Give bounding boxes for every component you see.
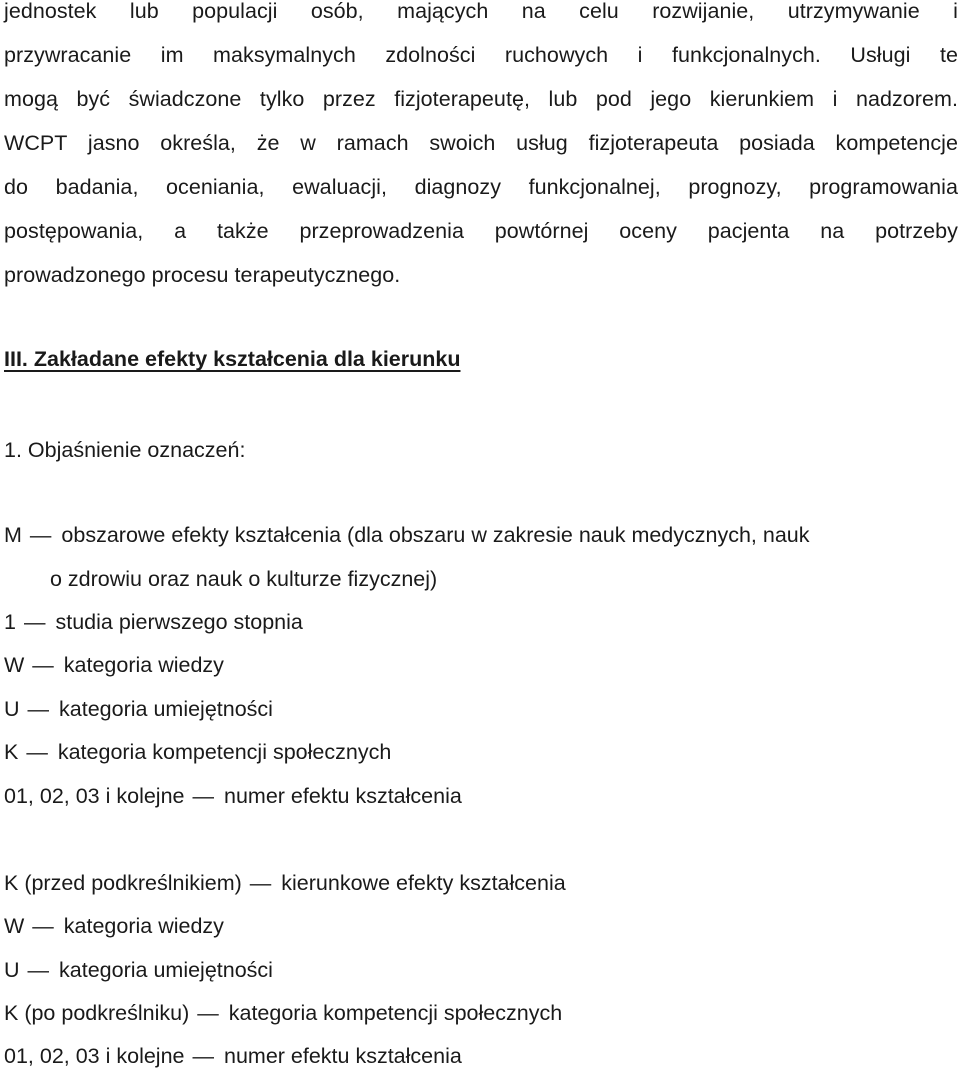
legend-dash: — — [27, 697, 50, 721]
legend-dash: — — [23, 610, 46, 634]
legend-item-m-continuation: o zdrowiu oraz nauk o kulturze fizycznej) — [50, 567, 438, 591]
legend-code: U — [4, 697, 20, 721]
legend-dash: — — [27, 958, 50, 982]
legend-code: M — [4, 523, 22, 547]
legend-dash: — — [249, 871, 272, 895]
legend-code: K (po podkreślniku) — [4, 1001, 190, 1025]
legend-dash: — — [32, 653, 54, 677]
legend-item-m — [4, 522, 810, 548]
legend-code: K — [4, 740, 19, 764]
legend-item — [4, 1000, 562, 1026]
legend-code: U — [4, 958, 20, 982]
legend-text: kategoria umiejętności — [59, 958, 273, 982]
paragraph-line: jednostek lub populacji osób, mających na celu rozwijanie, utrzymywanie i — [4, 0, 958, 23]
legend-dash: — — [192, 784, 214, 808]
legend-code: W — [4, 653, 25, 677]
legend-item — [4, 696, 273, 722]
legend-text: obszarowe efekty kształcenia (dla obszaru w zakresie nauk medycznych, nauk — [61, 523, 810, 547]
paragraph-line: prowadzonego procesu terapeutycznego. — [4, 263, 401, 287]
legend-item — [4, 957, 273, 983]
legend-item — [4, 870, 566, 896]
legend-dash: — — [29, 523, 52, 547]
legend-text: kierunkowe efekty kształcenia — [281, 871, 566, 895]
paragraph-line: postępowania, a także przeprowadzenia powtórnej oceny pacjenta na potrzeby — [4, 219, 958, 243]
legend-item — [4, 609, 303, 635]
legend-code: 1 — [4, 610, 16, 634]
legend-text: numer efektu kształcenia — [224, 784, 462, 808]
legend-code: W — [4, 914, 25, 938]
section-subheading: 1. Objaśnienie oznaczeń: — [4, 438, 246, 462]
legend-dash: — — [32, 914, 54, 938]
legend-item — [4, 739, 391, 765]
paragraph-line: WCPT jasno określa, że w ramach swoich usług fizjoterapeuta posiada kompetencje — [4, 131, 958, 155]
legend-text: kategoria umiejętności — [59, 697, 273, 721]
legend-item — [4, 1043, 462, 1069]
paragraph-line: mogą być świadczone tylko przez fizjoterapeutę, lub pod jego kierunkiem i nadzorem. — [4, 87, 958, 111]
paragraph-line: do badania, oceniania, ewaluacji, diagnozy funkcjonalnej, prognozy, programowania — [4, 175, 958, 199]
legend-dash: — — [197, 1001, 219, 1025]
legend-code: 01, 02, 03 i kolejne — [4, 1044, 185, 1068]
legend-code: 01, 02, 03 i kolejne — [4, 784, 185, 808]
legend-text: kategoria wiedzy — [63, 914, 224, 938]
legend-text: studia pierwszego stopnia — [55, 610, 303, 634]
section-heading: III. Zakładane efekty kształcenia dla kierunku — [4, 347, 461, 371]
legend-code: K (przed podkreślnikiem) — [4, 871, 242, 895]
paragraph-line: przywracanie im maksymalnych zdolności ruchowych i funkcjonalnych. Usługi te — [4, 43, 958, 67]
legend-dash: — — [192, 1044, 214, 1068]
legend-text: kategoria kompetencji społecznych — [57, 740, 392, 764]
legend-item — [4, 652, 224, 678]
legend-dash: — — [26, 740, 48, 764]
legend-item — [4, 913, 224, 939]
legend-text: numer efektu kształcenia — [224, 1044, 462, 1068]
legend-item — [4, 783, 462, 809]
legend-text: kategoria wiedzy — [63, 653, 224, 677]
legend-text: kategoria kompetencji społecznych — [228, 1001, 563, 1025]
